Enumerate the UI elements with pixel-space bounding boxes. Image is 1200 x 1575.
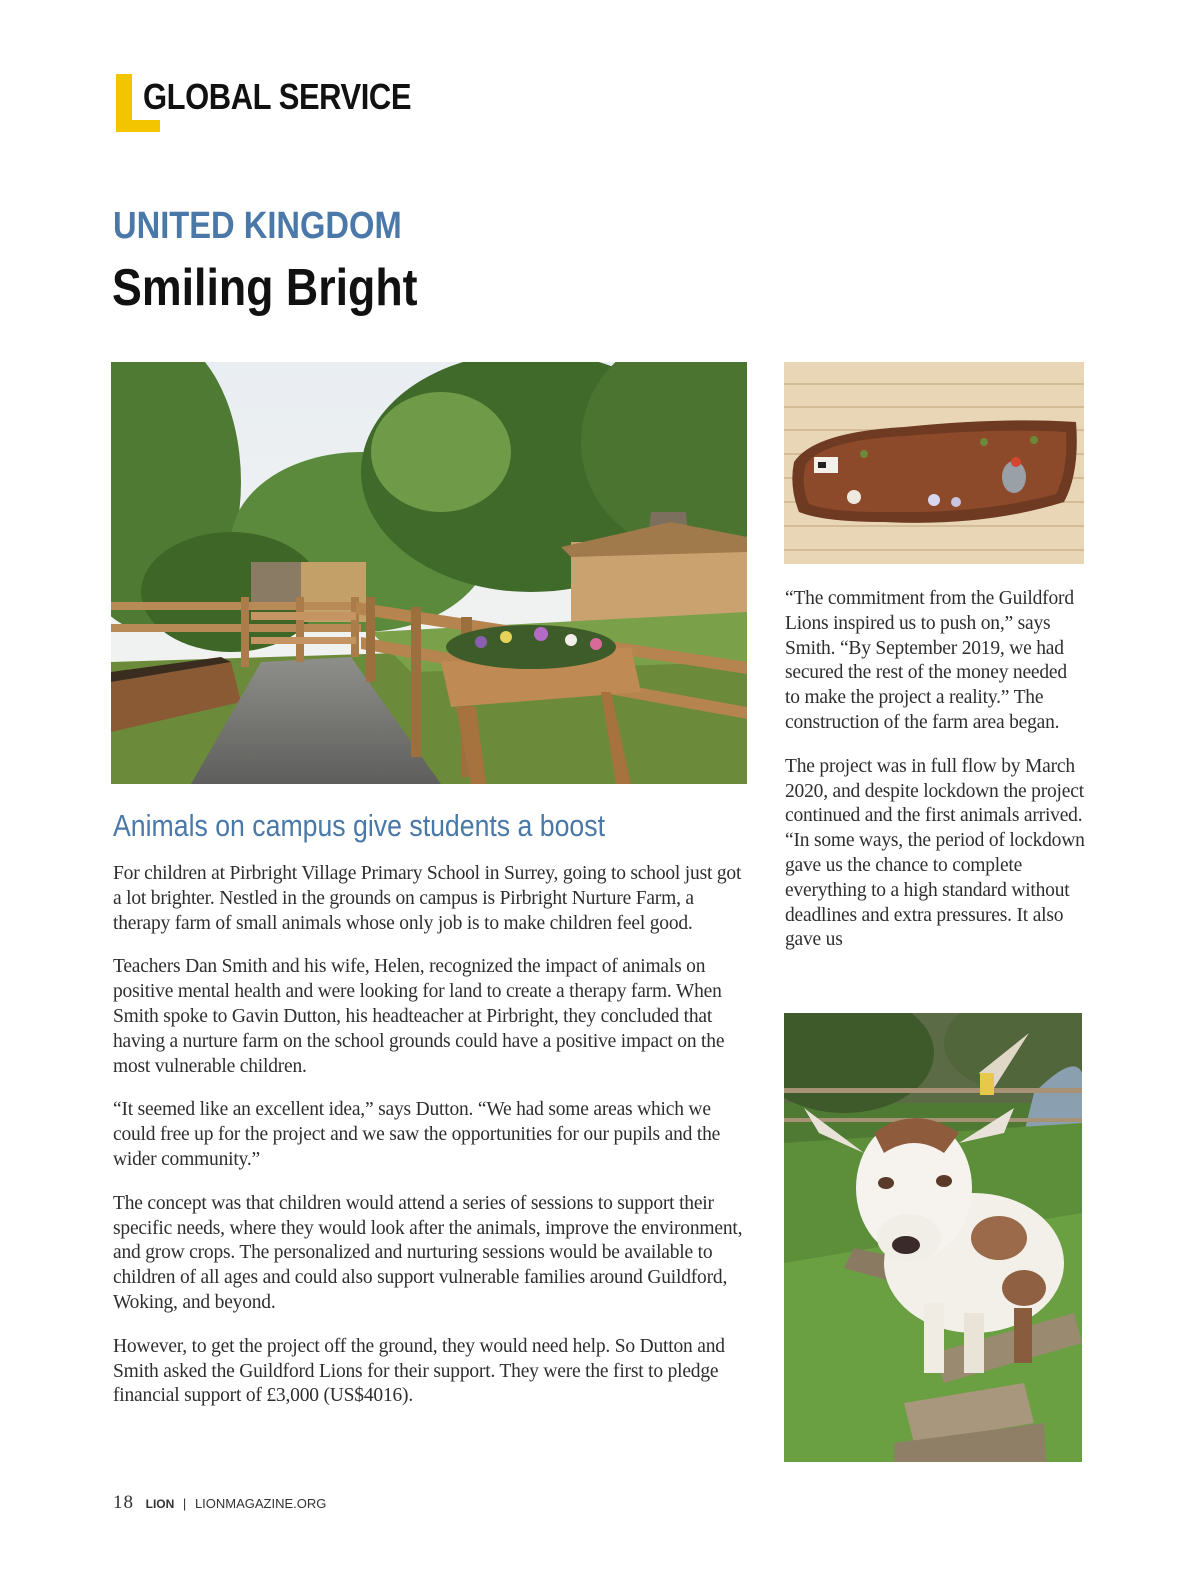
farm-photo bbox=[111, 362, 747, 784]
magazine-name: LION bbox=[145, 1497, 175, 1511]
article-subhead: Animals on campus give students a boost bbox=[113, 808, 606, 843]
body-paragraph: “The commitment from the Guildford Lions inspired us to push on,” says Smith. “By September 2019, we had secured the rest of the money needed to make the project a reality.” The construction of the farm area began. bbox=[785, 588, 1074, 733]
body-paragraph: For children at Pirbright Village Primary School in Surrey, going to school just got a lot brighter. Nestled in the grounds on campus is Pirbright Nurture Farm, a therapy farm of small animals whose only job is to make children feel good. bbox=[113, 863, 742, 934]
right-column bbox=[785, 587, 1085, 972]
page-number: 18 bbox=[113, 1492, 134, 1513]
page-footer bbox=[113, 1492, 326, 1514]
country-label: UNITED KINGDOM bbox=[113, 205, 402, 247]
magazine-url[interactable]: LIONMAGAZINE.ORG bbox=[194, 1496, 327, 1511]
section-logo-mark-foot bbox=[116, 120, 160, 132]
sign-photo bbox=[784, 362, 1084, 564]
article-headline: Smiling Bright bbox=[112, 259, 418, 317]
goat-photo bbox=[784, 1013, 1082, 1462]
footer-separator: | bbox=[182, 1496, 187, 1511]
body-paragraph: The concept was that children would attend a series of sessions to support their specific needs, where they would look after the animals, improve the environment, and grow crops. The personalized and nurturing sessions would be available to children of all ages and could also support vulnerable families around Guildford, Woking, and beyond. bbox=[113, 1192, 743, 1313]
body-paragraph: Teachers Dan Smith and his wife, Helen, recognized the impact of animals on positive mental health and were looking for land to create a therapy farm. When Smith spoke to Gavin Dutton, his headteacher at Pirbright, they concluded that having a nurture farm on the school grounds could have a positive impact on the most vulnerable children. bbox=[113, 956, 725, 1077]
left-column bbox=[113, 862, 745, 1428]
body-paragraph: The project was in full flow by March 2020, and despite lockdown the project continued and the first animals arrived. “In some ways, the period of lockdown gave us the chance to complete everything to a high standard without deadlines and extra pressures. It also gave us bbox=[785, 755, 1085, 951]
section-title: GLOBAL SERVICE bbox=[143, 76, 412, 117]
body-paragraph: “It seemed like an excellent idea,” says Dutton. “We had some areas which we could free up for the project and we saw the opportunities for our pupils and the wider community.” bbox=[113, 1099, 721, 1170]
section-header bbox=[116, 74, 436, 134]
body-paragraph: However, to get the project off the ground, they would need help. So Dutton and Smith asked the Guildford Lions for their support. They were the first to pledge financial support of £3,000 (US$4016). bbox=[113, 1335, 725, 1407]
